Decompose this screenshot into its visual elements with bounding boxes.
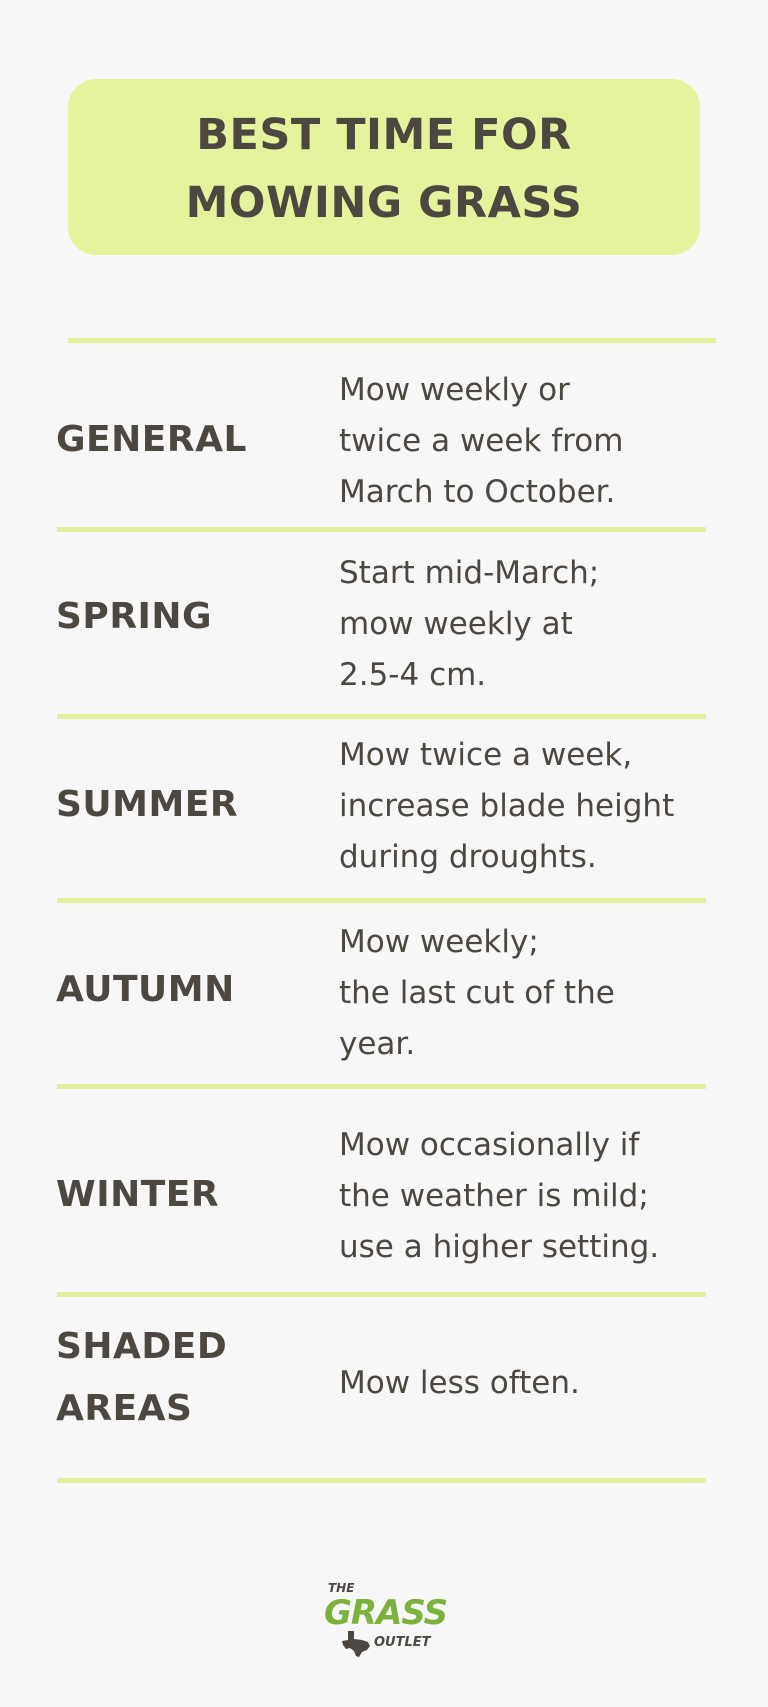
divider-bottom bbox=[57, 1478, 706, 1483]
season-label bbox=[56, 1316, 227, 1440]
season-description bbox=[339, 1358, 580, 1409]
title-line-1: BEST TIME FOR bbox=[196, 110, 572, 160]
description-line: 2.5-4 cm. bbox=[339, 657, 487, 693]
description-line: year. bbox=[339, 1026, 416, 1062]
logo-the-text: THE bbox=[328, 1581, 355, 1595]
description-line: Start mid-March; bbox=[339, 555, 600, 591]
season-label: WINTER bbox=[56, 1174, 220, 1215]
description-line: Mow occasionally if bbox=[339, 1127, 640, 1163]
divider-top bbox=[68, 338, 716, 343]
grass-outlet-logo bbox=[318, 1575, 458, 1665]
divider bbox=[57, 1084, 706, 1089]
title-line-2: MOWING GRASS bbox=[185, 178, 583, 228]
divider bbox=[57, 527, 706, 532]
logo-grass-text: GRASS bbox=[324, 1593, 448, 1633]
divider bbox=[57, 898, 706, 903]
season-label: SUMMER bbox=[56, 784, 239, 825]
divider bbox=[57, 714, 706, 719]
season-description bbox=[339, 1120, 659, 1273]
season-label: GENERAL bbox=[56, 419, 247, 460]
description-line: March to October. bbox=[339, 474, 616, 510]
description-line: twice a week from bbox=[339, 423, 624, 459]
description-line: the last cut of the bbox=[339, 975, 615, 1011]
season-label: SPRING bbox=[56, 596, 213, 637]
season-label: AUTUMN bbox=[56, 969, 235, 1010]
description-line: Mow weekly; bbox=[339, 924, 539, 960]
description-line: use a higher setting. bbox=[339, 1229, 660, 1265]
description-line: Mow twice a week, bbox=[339, 737, 633, 773]
texas-icon bbox=[340, 1629, 372, 1659]
description-line: the weather is mild; bbox=[339, 1178, 649, 1214]
divider bbox=[57, 1292, 706, 1297]
description-line: Mow weekly or bbox=[339, 372, 570, 408]
season-description bbox=[339, 548, 599, 701]
description-line: during droughts. bbox=[339, 839, 597, 875]
season-label-line: SHADED bbox=[56, 1326, 228, 1367]
title-banner bbox=[68, 79, 700, 255]
season-label-line: AREAS bbox=[56, 1388, 193, 1429]
season-description bbox=[339, 917, 615, 1070]
season-description bbox=[339, 365, 623, 518]
description-line: increase blade height bbox=[339, 788, 675, 824]
page-title bbox=[186, 101, 583, 237]
season-description bbox=[339, 730, 674, 883]
description-line: mow weekly at bbox=[339, 606, 573, 642]
logo-outlet-text: OUTLET bbox=[374, 1635, 431, 1650]
description-line: Mow less often. bbox=[339, 1365, 580, 1401]
